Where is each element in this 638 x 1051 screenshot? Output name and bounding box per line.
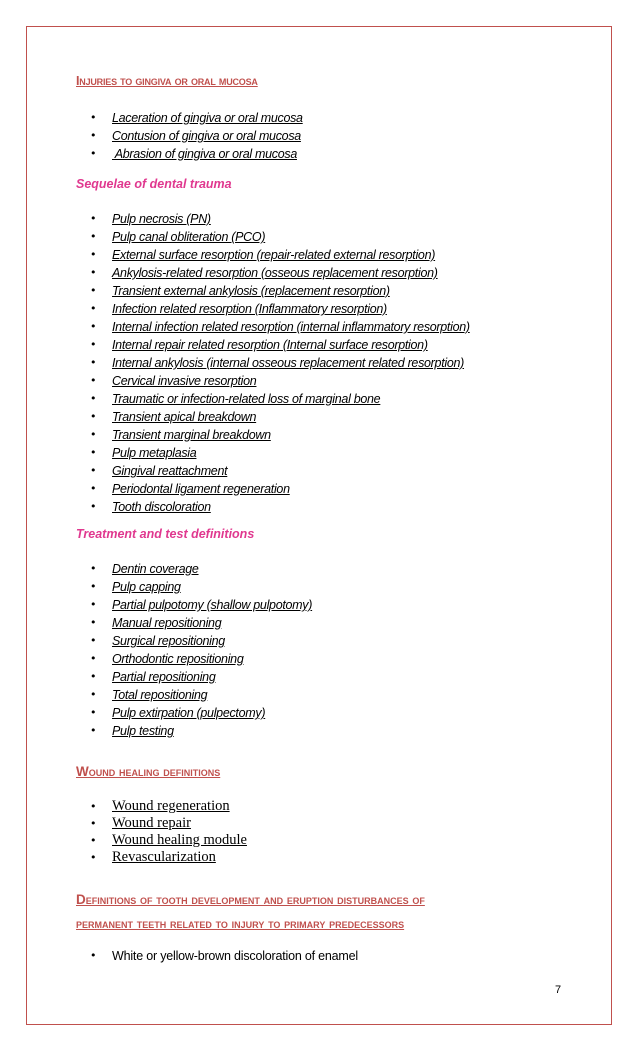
list-item: • Periodontal ligament regeneration	[90, 480, 470, 498]
list-item: • Pulp testing	[90, 722, 312, 740]
list-treatment	[90, 560, 312, 740]
list-tooth-development	[90, 947, 358, 965]
list-item: • Cervical invasive resorption	[90, 372, 470, 390]
list-injuries	[90, 109, 303, 163]
list-item: • Contusion of gingiva or oral mucosa	[90, 127, 303, 145]
list-item: • Revascularization	[90, 849, 247, 866]
heading-sequelae: Sequelae of dental trauma	[76, 177, 232, 191]
list-item: • Ankylosis-related resorption (osseous replacement resorption)	[90, 264, 470, 282]
list-item: • Pulp capping	[90, 578, 312, 596]
page-border	[26, 26, 612, 1025]
heading-treatment: Treatment and test definitions	[76, 527, 255, 541]
list-item: • External surface resorption (repair-related external resorption)	[90, 246, 470, 264]
list-item: • Gingival reattachment	[90, 462, 470, 480]
heading-tooth-development-line1: Definitions of tooth development and eruption disturbances of	[76, 892, 425, 907]
list-item: • Abrasion of gingiva or oral mucosa	[90, 145, 303, 163]
list-wound-healing	[90, 798, 247, 866]
list-item: • Laceration of gingiva or oral mucosa	[90, 109, 303, 127]
heading-tooth-development-line2: permanent teeth related to injury to primary predecessors	[76, 916, 405, 931]
list-item: • Internal infection related resorption (internal inflammatory resorption)	[90, 318, 470, 336]
list-item: • Pulp necrosis (PN)	[90, 210, 470, 228]
list-item: • Traumatic or infection-related loss of marginal bone	[90, 390, 470, 408]
page-number: 7	[555, 984, 562, 996]
list-item: • Wound repair	[90, 815, 247, 832]
list-item: • Dentin coverage	[90, 560, 312, 578]
list-sequelae	[90, 210, 470, 516]
list-item: • Transient external ankylosis (replacement resorption)	[90, 282, 470, 300]
list-item: • Surgical repositioning	[90, 632, 312, 650]
list-item: • Pulp extirpation (pulpectomy)	[90, 704, 312, 722]
list-item: • White or yellow-brown discoloration of enamel	[90, 947, 358, 965]
list-item: • Partial pulpotomy (shallow pulpotomy)	[90, 596, 312, 614]
list-item: • Partial repositioning	[90, 668, 312, 686]
list-item: • Wound healing module	[90, 832, 247, 849]
list-item: • Infection related resorption (Inflammatory resorption)	[90, 300, 470, 318]
list-item: • Pulp canal obliteration (PCO)	[90, 228, 470, 246]
list-item: • Tooth discoloration	[90, 498, 470, 516]
list-item: • Manual repositioning	[90, 614, 312, 632]
list-item: • Wound regeneration	[90, 798, 247, 815]
list-item: • Internal repair related resorption (Internal surface resorption)	[90, 336, 470, 354]
list-item: • Orthodontic repositioning	[90, 650, 312, 668]
list-item: • Pulp metaplasia	[90, 444, 470, 462]
heading-wound-healing: Wound healing definitions	[76, 764, 221, 779]
heading-injuries: Injuries to gingiva or oral mucosa	[76, 74, 258, 88]
list-item: • Total repositioning	[90, 686, 312, 704]
list-item: • Transient marginal breakdown	[90, 426, 470, 444]
list-item: • Internal ankylosis (internal osseous replacement related resorption)	[90, 354, 470, 372]
list-item: • Transient apical breakdown	[90, 408, 470, 426]
